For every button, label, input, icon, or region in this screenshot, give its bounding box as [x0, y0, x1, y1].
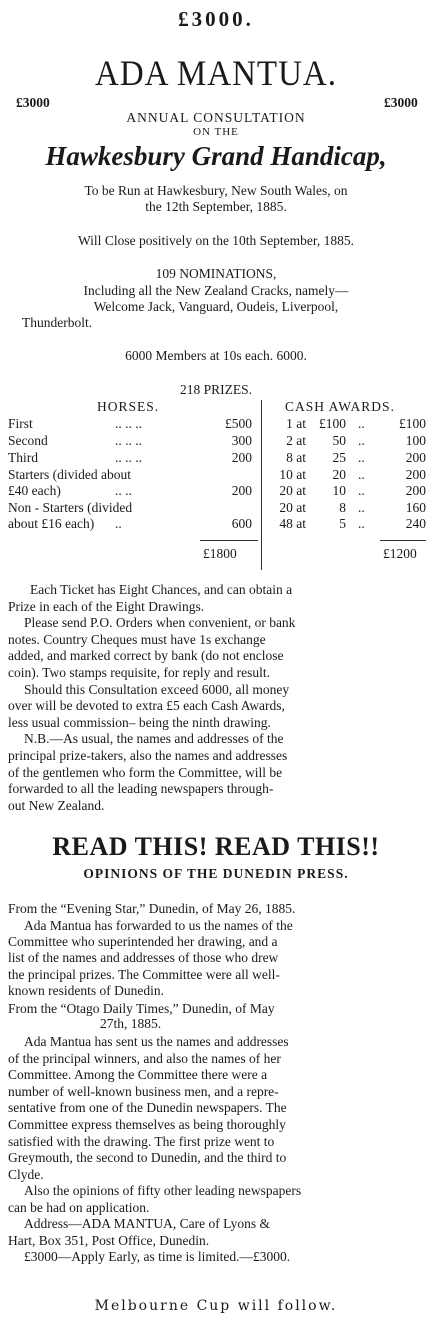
cash-award-each: £100	[319, 416, 346, 431]
melbourne-cup-footer: Melbourne Cup will follow.	[94, 1298, 338, 1314]
odt-line: Ada Mantua has sent us the names and addresses	[24, 1034, 289, 1049]
cash-award-count: 48 at	[279, 516, 306, 531]
amount-banner: £3000.	[178, 7, 254, 31]
horse-prize-dots: .. .. ..	[115, 416, 142, 431]
closing-line: can be had on application.	[8, 1199, 150, 1215]
cash-award-total: 200	[405, 467, 426, 482]
cash-award-each: 50	[332, 433, 346, 448]
horse-prize-dots: .. .. ..	[115, 450, 142, 465]
odt-line: of the principal winners, and also the names of her	[8, 1050, 281, 1066]
cash-award-each: 20	[332, 467, 346, 482]
cash-award-each: 5	[339, 516, 346, 531]
cash-award-count: 10 at	[279, 467, 306, 482]
nominations-title: 109 NOMINATIONS,	[155, 266, 277, 281]
evening-star-line: Ada Mantua has forwarded to us the names of the	[24, 918, 293, 933]
cash-award-dots: ..	[358, 516, 365, 531]
subtitle-annual-consultation: ANNUAL CONSULTATION	[126, 110, 306, 125]
cash-award-total: 160	[405, 500, 426, 515]
horse-prize-label: Third	[8, 450, 38, 465]
terms-line: principal prize-takers, also the names and addresses	[8, 748, 288, 763]
nominations-line-3: Thunderbolt.	[22, 315, 93, 330]
evening-star-line: known residents of Dunedin.	[8, 982, 164, 998]
horse-prize-dots: ..	[115, 516, 122, 531]
cash-award-total: £100	[399, 416, 426, 431]
cash-total: £1200	[383, 546, 417, 561]
venue-line-1: To be Run at Hawkesbury, New South Wales, on	[84, 183, 348, 198]
cash-award-each: 8	[339, 500, 346, 515]
cash-total-rule	[380, 540, 426, 541]
closing-line: Also the opinions of fifty other leading newspapers	[24, 1183, 302, 1198]
closing-line: Address—ADA MANTUA, Care of Lyons &	[24, 1216, 270, 1232]
horse-prize-label: Second	[8, 433, 48, 448]
cash-award-total: 240	[405, 516, 426, 531]
cash-award-each: 25	[332, 450, 346, 465]
terms-line: Please send P.O. Orders when convenient, or bank	[24, 615, 296, 631]
venue-line-2: the 12th September, 1885.	[145, 199, 287, 214]
horse-prize-label: about £16 each)	[8, 516, 95, 531]
odt-line: Committee express themselves as being thoroughly	[8, 1117, 286, 1132]
odt-line: Clyde.	[8, 1166, 44, 1182]
terms-line: forwarded to all the leading newspapers through-	[8, 781, 274, 797]
closing-date: Will Close positively on the 10th September, 1885.	[77, 233, 354, 248]
cash-award-count: 20 at	[279, 483, 306, 498]
cash-award-count: 8 at	[286, 450, 306, 465]
horse-prize-value: £500	[225, 416, 252, 431]
terms-line: over will be devoted to extra £5 each Cash Awards,	[8, 698, 285, 714]
read-this-headline: READ THIS! READ THIS!!	[52, 832, 380, 861]
horses-header: HORSES.	[97, 399, 160, 414]
terms-line: Each Ticket has Eight Chances, and can obtain a	[30, 582, 293, 597]
cash-awards-header: CASH AWARDS.	[285, 399, 395, 414]
cash-award-dots: ..	[358, 433, 365, 448]
event-name: Hawkesbury Grand Handicap,	[45, 141, 387, 171]
amount-right: £3000	[384, 95, 418, 110]
odt-line: number of well-known business men, and a repre-	[8, 1083, 279, 1099]
horse-prize-value: 600	[231, 516, 252, 531]
odt-intro-line-2: 27th, 1885.	[100, 1016, 162, 1031]
evening-star-intro: From the “Evening Star,” Dunedin, of May 26, 1885.	[8, 901, 296, 916]
odt-line: sentative from one of the Dunedin newspapers. The	[8, 1100, 287, 1116]
cash-award-dots: ..	[358, 500, 365, 515]
horses-total-rule	[200, 540, 258, 541]
horse-prize-label: Non - Starters (divided	[8, 500, 133, 515]
nominations-line-2: Welcome Jack, Vanguard, Oudeis, Liverpool,	[93, 299, 339, 314]
evening-star-line: list of the names and addresses of those who drew	[8, 950, 279, 966]
terms-line: added, and marked correct by bank (do not enclose	[8, 648, 284, 664]
terms-line: Should this Consultation exceed 6000, all money	[24, 681, 290, 697]
cash-award-total: 200	[405, 483, 426, 498]
odt-line: Greymouth, the second to Dunedin, and the third to	[8, 1150, 287, 1166]
subtitle-on-the: ON THE	[193, 126, 239, 138]
horse-prize-dots: .. .. ..	[115, 433, 142, 448]
amount-left: £3000	[16, 95, 50, 110]
horse-prize-label: Starters (divided about	[8, 467, 131, 482]
evening-star-line: Committee who superintended her drawing, and a	[8, 934, 278, 950]
odt-line: Committee. Among the Committee there were a	[8, 1067, 268, 1083]
closing-line: Hart, Box 351, Post Office, Dunedin.	[8, 1232, 210, 1248]
horse-prize-label: First	[8, 416, 33, 431]
closing-line: £3000—Apply Early, as time is limited.—£3000.	[24, 1249, 291, 1265]
cash-award-each: 10	[332, 483, 346, 498]
press-subhead: OPINIONS OF THE DUNEDIN PRESS.	[83, 866, 349, 881]
horse-prize-value: 200	[231, 450, 252, 465]
horse-prize-value: 200	[231, 483, 252, 498]
members-line: 6000 Members at 10s each. 6000.	[125, 348, 307, 363]
prizes-title: 218 PRIZES.	[179, 382, 252, 397]
advert-title: ADA MANTUA.	[95, 54, 337, 94]
horse-prize-value: 300	[231, 433, 252, 448]
cash-award-count: 2 at	[286, 433, 306, 448]
cash-award-dots: ..	[358, 416, 365, 431]
terms-line: N.B.—As usual, the names and addresses of the	[24, 731, 284, 747]
cash-award-count: 20 at	[279, 500, 306, 515]
terms-line: Prize in each of the Eight Drawings.	[8, 598, 205, 614]
cash-award-dots: ..	[358, 467, 365, 482]
terms-line: out New Zealand.	[8, 797, 105, 813]
cash-award-dots: ..	[358, 450, 365, 465]
odt-line: satisfied with the drawing. The first prize went to	[8, 1133, 275, 1149]
cash-award-count: 1 at	[286, 416, 306, 431]
horse-prize-label: £40 each)	[8, 483, 61, 498]
nominations-line-1: Including all the New Zealand Cracks, namely—	[83, 283, 349, 298]
terms-line: of the gentlemen who form the Committee, will be	[8, 764, 283, 780]
terms-line: less usual commission– being the ninth drawing.	[8, 714, 271, 730]
evening-star-line: the principal prizes. The Committee were all well-	[8, 966, 280, 982]
horse-prize-dots: .. ..	[115, 483, 132, 498]
cash-award-dots: ..	[358, 483, 365, 498]
horses-total: £1800	[203, 546, 237, 561]
terms-line: coin). Two stamps requisite, for reply and result.	[8, 665, 270, 680]
cash-award-total: 100	[405, 433, 426, 448]
cash-award-total: 200	[405, 450, 426, 465]
odt-intro-line-1: From the “Otago Daily Times,” Dunedin, of May	[8, 1001, 275, 1016]
terms-line: notes. Country Cheques must have 1s exchange	[8, 631, 266, 647]
column-divider	[261, 400, 262, 570]
